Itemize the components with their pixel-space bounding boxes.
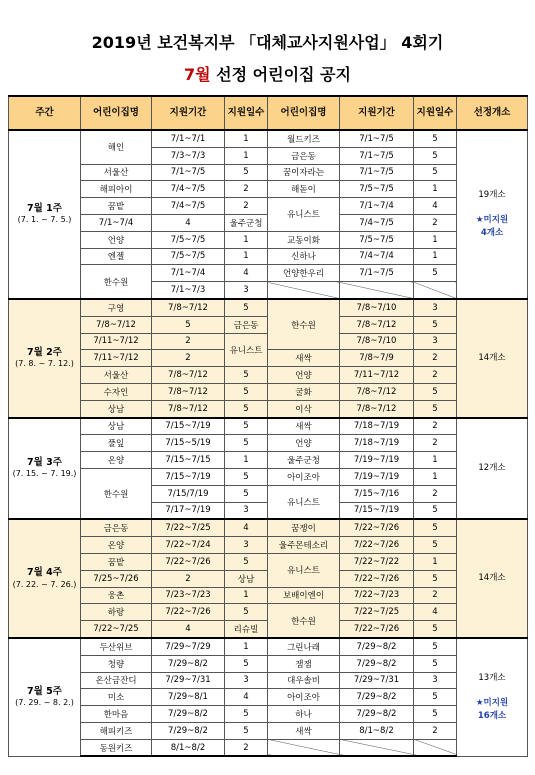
left-period: 7/5~7/5 bbox=[152, 231, 225, 248]
left-center-name: 언양 bbox=[81, 231, 152, 248]
table-row bbox=[9, 638, 528, 655]
right-period: 7/1~7/4 bbox=[81, 214, 152, 231]
left-period: 7/4~7/5 bbox=[152, 181, 225, 198]
left-days: 4 bbox=[225, 689, 268, 706]
right-period: 7/22~7/23 bbox=[340, 587, 414, 604]
left-days: 2 bbox=[225, 198, 268, 215]
right-period: 7/22~7/26 bbox=[340, 519, 414, 536]
left-center-name: 동원키즈 bbox=[81, 739, 152, 756]
table-row bbox=[9, 198, 528, 215]
week-label: 7월 4주 bbox=[27, 567, 62, 579]
week-range: (7. 1. ~ 7. 5.) bbox=[17, 215, 72, 225]
right-days: 1 bbox=[414, 468, 457, 485]
left-center-name: 수자인 bbox=[81, 383, 152, 400]
right-days: 1 bbox=[414, 231, 457, 248]
header-days: 지원일수 bbox=[225, 96, 268, 130]
right-center-name: 잼잼 bbox=[268, 655, 340, 672]
left-days: 2 bbox=[225, 181, 268, 198]
left-center-name: 두산위브 bbox=[81, 638, 152, 655]
right-period: 7/22~7/25 bbox=[81, 621, 152, 638]
header-week: 주간 bbox=[9, 96, 81, 130]
right-center-name: 아이조아 bbox=[268, 468, 340, 485]
left-period: 7/3~7/3 bbox=[152, 147, 225, 164]
header-period: 지원기간 bbox=[152, 96, 225, 130]
table-row bbox=[9, 604, 528, 621]
right-period: 7/29~8/2 bbox=[340, 706, 414, 723]
left-days: 1 bbox=[225, 231, 268, 248]
right-days: 2 bbox=[152, 570, 225, 587]
left-days: 5 bbox=[225, 400, 268, 417]
left-center-name: 울주군청 bbox=[225, 214, 268, 231]
left-days: 4 bbox=[225, 265, 268, 282]
left-days: 5 bbox=[225, 604, 268, 621]
week-cell bbox=[9, 418, 81, 520]
table-row bbox=[9, 164, 528, 181]
table-row bbox=[9, 265, 528, 282]
table-row bbox=[9, 689, 528, 706]
right-center-name: 새싹 bbox=[268, 350, 340, 367]
table-row bbox=[9, 587, 528, 604]
right-days: 5 bbox=[414, 164, 457, 181]
selected-count-cell bbox=[457, 418, 528, 520]
left-center-name: 한수원 bbox=[81, 265, 152, 299]
right-period: 7/29~8/2 bbox=[340, 689, 414, 706]
left-period: 7/4~7/5 bbox=[340, 214, 414, 231]
right-days: 3 bbox=[414, 299, 457, 316]
left-period: 7/1~7/1 bbox=[152, 130, 225, 147]
left-days: 5 bbox=[225, 299, 268, 316]
right-period: 7/8~7/12 bbox=[81, 316, 152, 333]
left-center-name: 온양 bbox=[81, 537, 152, 554]
right-days: 1 bbox=[414, 248, 457, 265]
right-period: 7/29~8/2 bbox=[340, 655, 414, 672]
right-period: 7/1~7/5 bbox=[340, 147, 414, 164]
right-period: 7/11~7/12 bbox=[340, 367, 414, 384]
right-center-name: 보배이엔이 bbox=[268, 587, 340, 604]
selected-count-cell bbox=[457, 638, 528, 757]
title-rest: 선정 어린이집 공지 bbox=[210, 65, 351, 84]
left-period: 7/29~8/2 bbox=[152, 722, 225, 739]
right-days: 1 bbox=[414, 181, 457, 198]
week-range: (7. 22. ~ 7. 26.) bbox=[12, 579, 77, 589]
right-days: 5 bbox=[414, 689, 457, 706]
right-period: 7/15~7/16 bbox=[340, 485, 414, 502]
left-period: 7/23~7/23 bbox=[152, 587, 225, 604]
right-days: 2 bbox=[414, 367, 457, 384]
right-center-name: 대우솔비 bbox=[268, 672, 340, 689]
header-center-name-2: 어린이집명 bbox=[268, 96, 340, 130]
left-days: 5 bbox=[225, 435, 268, 452]
right-days: 1 bbox=[414, 553, 457, 570]
week-block bbox=[9, 130, 528, 299]
left-days: 3 bbox=[225, 537, 268, 554]
right-days: 5 bbox=[414, 383, 457, 400]
right-days: 4 bbox=[414, 198, 457, 215]
right-days: 5 bbox=[414, 638, 457, 655]
table-row bbox=[9, 553, 528, 570]
right-center-name: 언양한우리 bbox=[268, 265, 340, 282]
left-period: 7/15~7/19 bbox=[340, 502, 414, 519]
right-days: 2 bbox=[152, 333, 225, 350]
right-center-name: 새싹 bbox=[268, 418, 340, 435]
table-row bbox=[9, 672, 528, 689]
right-period: 7/22~7/26 bbox=[340, 537, 414, 554]
left-period: 7/8~7/12 bbox=[340, 316, 414, 333]
right-center-name: 그린나래 bbox=[268, 638, 340, 655]
right-period: 7/4~7/4 bbox=[340, 248, 414, 265]
right-center-name: 금은동 bbox=[268, 147, 340, 164]
left-center-name: 금은동 bbox=[81, 519, 152, 536]
left-days: 5 bbox=[225, 468, 268, 485]
left-period: 7/29~8/2 bbox=[152, 706, 225, 723]
table-row bbox=[9, 722, 528, 739]
left-days: 1 bbox=[225, 452, 268, 469]
table-row bbox=[9, 519, 528, 536]
table-row bbox=[9, 350, 528, 367]
left-center-name: 서울산 bbox=[81, 164, 152, 181]
left-days: 1 bbox=[225, 248, 268, 265]
unsupported-label: ★미지원 bbox=[475, 215, 509, 226]
table-row bbox=[9, 299, 528, 316]
left-center-name: 금은동 bbox=[225, 316, 268, 333]
left-center-name: 하랑 bbox=[81, 604, 152, 621]
left-days: 5 bbox=[414, 621, 457, 638]
right-center-name: 유니스트 bbox=[268, 553, 340, 587]
right-days: 5 bbox=[414, 537, 457, 554]
left-center-name: 미소 bbox=[81, 689, 152, 706]
table-row bbox=[9, 452, 528, 469]
left-period: 7/8~7/12 bbox=[152, 367, 225, 384]
left-period: 8/1~8/2 bbox=[152, 739, 225, 756]
selected-count: 19개소 bbox=[478, 189, 506, 200]
left-period: 7/29~8/1 bbox=[152, 689, 225, 706]
right-days: 5 bbox=[152, 316, 225, 333]
left-period: 7/4~7/5 bbox=[152, 198, 225, 215]
left-period: 7/11~7/12 bbox=[81, 350, 152, 367]
right-days: 1 bbox=[414, 452, 457, 469]
left-days: 5 bbox=[225, 485, 268, 502]
empty-cell bbox=[340, 282, 414, 299]
left-period: 7/8~7/12 bbox=[152, 383, 225, 400]
right-days: 5 bbox=[414, 400, 457, 417]
right-days: 5 bbox=[414, 130, 457, 147]
unsupported-count: 4개소 bbox=[480, 228, 504, 239]
table-row bbox=[9, 130, 528, 147]
left-period: 7/1~7/5 bbox=[152, 164, 225, 181]
right-period: 7/8~7/12 bbox=[340, 383, 414, 400]
left-period: 7/8~7/10 bbox=[340, 333, 414, 350]
right-center-name: 아이조아 bbox=[268, 689, 340, 706]
left-center-name: 해인 bbox=[81, 130, 152, 164]
left-period: 7/22~7/26 bbox=[340, 621, 414, 638]
left-days: 5 bbox=[414, 316, 457, 333]
unsupported-count: 16개소 bbox=[477, 711, 507, 722]
week-block bbox=[9, 299, 528, 418]
left-period: 7/22~7/26 bbox=[340, 570, 414, 587]
left-period: 7/1~7/3 bbox=[152, 282, 225, 299]
left-days: 3 bbox=[225, 282, 268, 299]
left-period: 7/22~7/26 bbox=[152, 604, 225, 621]
left-center-name: 한마음 bbox=[81, 706, 152, 723]
right-center-name: 교동이화 bbox=[268, 231, 340, 248]
empty-cell bbox=[340, 739, 414, 756]
table-row bbox=[9, 383, 528, 400]
right-days: 4 bbox=[152, 214, 225, 231]
right-days: 2 bbox=[414, 587, 457, 604]
left-center-name: 상남 bbox=[81, 418, 152, 435]
left-days: 3 bbox=[225, 672, 268, 689]
week-label: 7월 2주 bbox=[27, 346, 62, 358]
right-period: 7/1~7/5 bbox=[340, 130, 414, 147]
right-center-name: 울주몬테소리 bbox=[268, 537, 340, 554]
right-days: 5 bbox=[414, 265, 457, 282]
table-row bbox=[9, 706, 528, 723]
table-row bbox=[9, 367, 528, 384]
right-days: 4 bbox=[152, 621, 225, 638]
week-label: 7월 3주 bbox=[27, 457, 62, 469]
selected-count: 13개소 bbox=[478, 672, 506, 683]
left-days: 5 bbox=[225, 164, 268, 181]
left-days: 2 bbox=[414, 214, 457, 231]
right-center-name: 한수원 bbox=[268, 604, 340, 638]
right-period: 7/25~7/26 bbox=[81, 570, 152, 587]
left-period: 7/29~7/31 bbox=[152, 672, 225, 689]
right-days: 5 bbox=[414, 147, 457, 164]
right-center-name: 하나 bbox=[268, 706, 340, 723]
left-days: 5 bbox=[225, 418, 268, 435]
left-period: 7/15~5/19 bbox=[152, 435, 225, 452]
left-center-name: 구영 bbox=[81, 299, 152, 316]
right-days: 3 bbox=[414, 672, 457, 689]
right-center-name: 이삭 bbox=[268, 400, 340, 417]
left-days: 2 bbox=[152, 350, 225, 367]
left-period: 7/15~7/15 bbox=[152, 452, 225, 469]
right-period: 7/18~7/19 bbox=[340, 418, 414, 435]
left-days: 2 bbox=[225, 739, 268, 756]
left-center-name: 리슈빌 bbox=[225, 621, 268, 638]
table-row bbox=[9, 400, 528, 417]
left-center-name: 온산금잔디 bbox=[81, 672, 152, 689]
left-period: 7/29~8/2 bbox=[152, 655, 225, 672]
right-days: 3 bbox=[225, 502, 268, 519]
left-period: 7/15~7/19 bbox=[152, 418, 225, 435]
selected-count: 14개소 bbox=[478, 573, 506, 584]
empty-cell bbox=[268, 739, 340, 756]
left-period: 7/15/7/19 bbox=[152, 485, 225, 502]
week-label: 7월 1주 bbox=[27, 203, 62, 215]
week-cell bbox=[9, 638, 81, 757]
right-period: 7/29~7/31 bbox=[340, 672, 414, 689]
right-days: 2 bbox=[414, 722, 457, 739]
selected-count: 12개소 bbox=[478, 463, 506, 474]
right-period: 7/29~8/2 bbox=[340, 638, 414, 655]
right-center-name: 굴화 bbox=[268, 383, 340, 400]
right-period: 7/5~7/5 bbox=[340, 181, 414, 198]
left-days: 5 bbox=[225, 553, 268, 570]
right-days: 2 bbox=[414, 435, 457, 452]
right-period: 7/18~7/19 bbox=[340, 435, 414, 452]
table-row bbox=[9, 537, 528, 554]
left-days: 5 bbox=[225, 655, 268, 672]
week-label: 7월 5주 bbox=[27, 686, 62, 698]
table-row bbox=[9, 739, 528, 756]
left-period: 7/5~7/5 bbox=[152, 248, 225, 265]
left-days: 1 bbox=[225, 638, 268, 655]
week-range: (7. 15. ~ 7. 19.) bbox=[12, 469, 77, 479]
week-cell bbox=[9, 130, 81, 299]
document-title: 2019년 보건복지부 「대체교사지원사업」 4회기 bbox=[91, 33, 444, 52]
header-row bbox=[9, 96, 528, 130]
left-days: 3 bbox=[414, 333, 457, 350]
right-days: 4 bbox=[414, 604, 457, 621]
header-selected-count: 선정개소 bbox=[457, 96, 528, 130]
left-center-name: 한수원 bbox=[81, 468, 152, 519]
week-block bbox=[9, 638, 528, 757]
title-month: 7월 bbox=[184, 65, 211, 84]
left-period: 7/1~7/4 bbox=[152, 265, 225, 282]
week-range: (7. 29. ~ 8. 2.) bbox=[15, 698, 74, 708]
right-center-name: 한수원 bbox=[268, 299, 340, 350]
right-period: 7/8~7/10 bbox=[340, 299, 414, 316]
selected-count-cell bbox=[457, 519, 528, 638]
right-days: 2 bbox=[414, 418, 457, 435]
right-center-name: 해돋이 bbox=[268, 181, 340, 198]
left-center-name: 풀잎 bbox=[81, 435, 152, 452]
table-row bbox=[9, 435, 528, 452]
left-center-name: 온양 bbox=[81, 452, 152, 469]
left-center-name: 웅촌 bbox=[81, 587, 152, 604]
right-days: 2 bbox=[414, 350, 457, 367]
header-days-2: 지원일수 bbox=[414, 96, 457, 130]
left-center-name: 상남 bbox=[81, 400, 152, 417]
left-period: 7/29~7/29 bbox=[152, 638, 225, 655]
left-period: 7/15~7/19 bbox=[152, 468, 225, 485]
left-period: 7/8~7/12 bbox=[152, 400, 225, 417]
left-center-name: 서울산 bbox=[81, 367, 152, 384]
right-period: 7/19~7/19 bbox=[340, 452, 414, 469]
right-center-name: 꿈이자라는 bbox=[268, 164, 340, 181]
selected-count-cell bbox=[457, 299, 528, 418]
left-center-name: 상남 bbox=[225, 570, 268, 587]
table-row bbox=[9, 655, 528, 672]
empty-cell bbox=[414, 282, 457, 299]
table-row bbox=[9, 181, 528, 198]
left-days: 5 bbox=[225, 383, 268, 400]
empty-cell bbox=[268, 282, 340, 299]
table-row bbox=[9, 231, 528, 248]
right-period: 7/8~7/12 bbox=[340, 400, 414, 417]
right-period: 7/1~7/5 bbox=[340, 265, 414, 282]
week-range: (7. 8. ~ 7. 12.) bbox=[15, 359, 74, 369]
right-period: 7/8~7/9 bbox=[340, 350, 414, 367]
left-days: 1 bbox=[225, 147, 268, 164]
left-days: 4 bbox=[225, 519, 268, 536]
left-center-name: 해피아이 bbox=[81, 181, 152, 198]
left-days: 1 bbox=[225, 130, 268, 147]
left-period: 7/22~7/26 bbox=[152, 553, 225, 570]
right-center-name: 월드키즈 bbox=[268, 130, 340, 147]
left-days: 1 bbox=[225, 587, 268, 604]
table-row bbox=[9, 418, 528, 435]
selected-count-cell bbox=[457, 130, 528, 299]
left-days: 5 bbox=[225, 706, 268, 723]
right-days: 5 bbox=[414, 655, 457, 672]
right-period: 7/17~7/19 bbox=[152, 502, 225, 519]
selected-count: 14개소 bbox=[478, 352, 506, 363]
unsupported-label: ★미지원 bbox=[475, 698, 509, 709]
right-center-name: 유니스트 bbox=[268, 485, 340, 519]
table-row bbox=[9, 248, 528, 265]
left-center-name: 해피키즈 bbox=[81, 722, 152, 739]
left-center-name: 꿈밭 bbox=[81, 553, 152, 570]
header-period-2: 지원기간 bbox=[340, 96, 414, 130]
left-days: 5 bbox=[414, 570, 457, 587]
right-period: 7/19~7/19 bbox=[340, 468, 414, 485]
selection-table bbox=[8, 95, 528, 757]
left-period: 7/22~7/24 bbox=[152, 537, 225, 554]
left-center-name: 유니스트 bbox=[225, 333, 268, 367]
left-days: 5 bbox=[225, 367, 268, 384]
right-days: 5 bbox=[414, 519, 457, 536]
right-period: 7/22~7/22 bbox=[340, 553, 414, 570]
right-period: 7/1~7/4 bbox=[340, 198, 414, 215]
right-period: 7/1~7/5 bbox=[340, 164, 414, 181]
left-days: 5 bbox=[225, 722, 268, 739]
right-center-name: 꿈쟁이 bbox=[268, 519, 340, 536]
right-center-name: 언양 bbox=[268, 435, 340, 452]
empty-cell bbox=[414, 739, 457, 756]
document-subtitle bbox=[0, 62, 535, 85]
left-center-name: 꿈밭 bbox=[81, 198, 152, 215]
right-period: 7/5~7/5 bbox=[340, 231, 414, 248]
right-center-name: 언양 bbox=[268, 367, 340, 384]
left-center-name: 엔젤 bbox=[81, 248, 152, 265]
right-center-name: 유니스트 bbox=[268, 198, 340, 232]
right-period: 7/11~7/12 bbox=[81, 333, 152, 350]
right-days: 5 bbox=[414, 706, 457, 723]
right-center-name: 신하나 bbox=[268, 248, 340, 265]
week-cell bbox=[9, 519, 81, 638]
week-block bbox=[9, 418, 528, 520]
right-center-name: 울주군청 bbox=[268, 452, 340, 469]
left-period: 7/8~7/12 bbox=[152, 299, 225, 316]
left-center-name: 청량 bbox=[81, 655, 152, 672]
left-period: 7/22~7/25 bbox=[152, 519, 225, 536]
week-block bbox=[9, 519, 528, 638]
table-row bbox=[9, 468, 528, 485]
header-center-name: 어린이집명 bbox=[81, 96, 152, 130]
left-days: 5 bbox=[414, 502, 457, 519]
right-days: 2 bbox=[414, 485, 457, 502]
right-center-name: 새싹 bbox=[268, 722, 340, 739]
right-period: 8/1~8/2 bbox=[340, 722, 414, 739]
week-cell bbox=[9, 299, 81, 418]
right-period: 7/22~7/25 bbox=[340, 604, 414, 621]
